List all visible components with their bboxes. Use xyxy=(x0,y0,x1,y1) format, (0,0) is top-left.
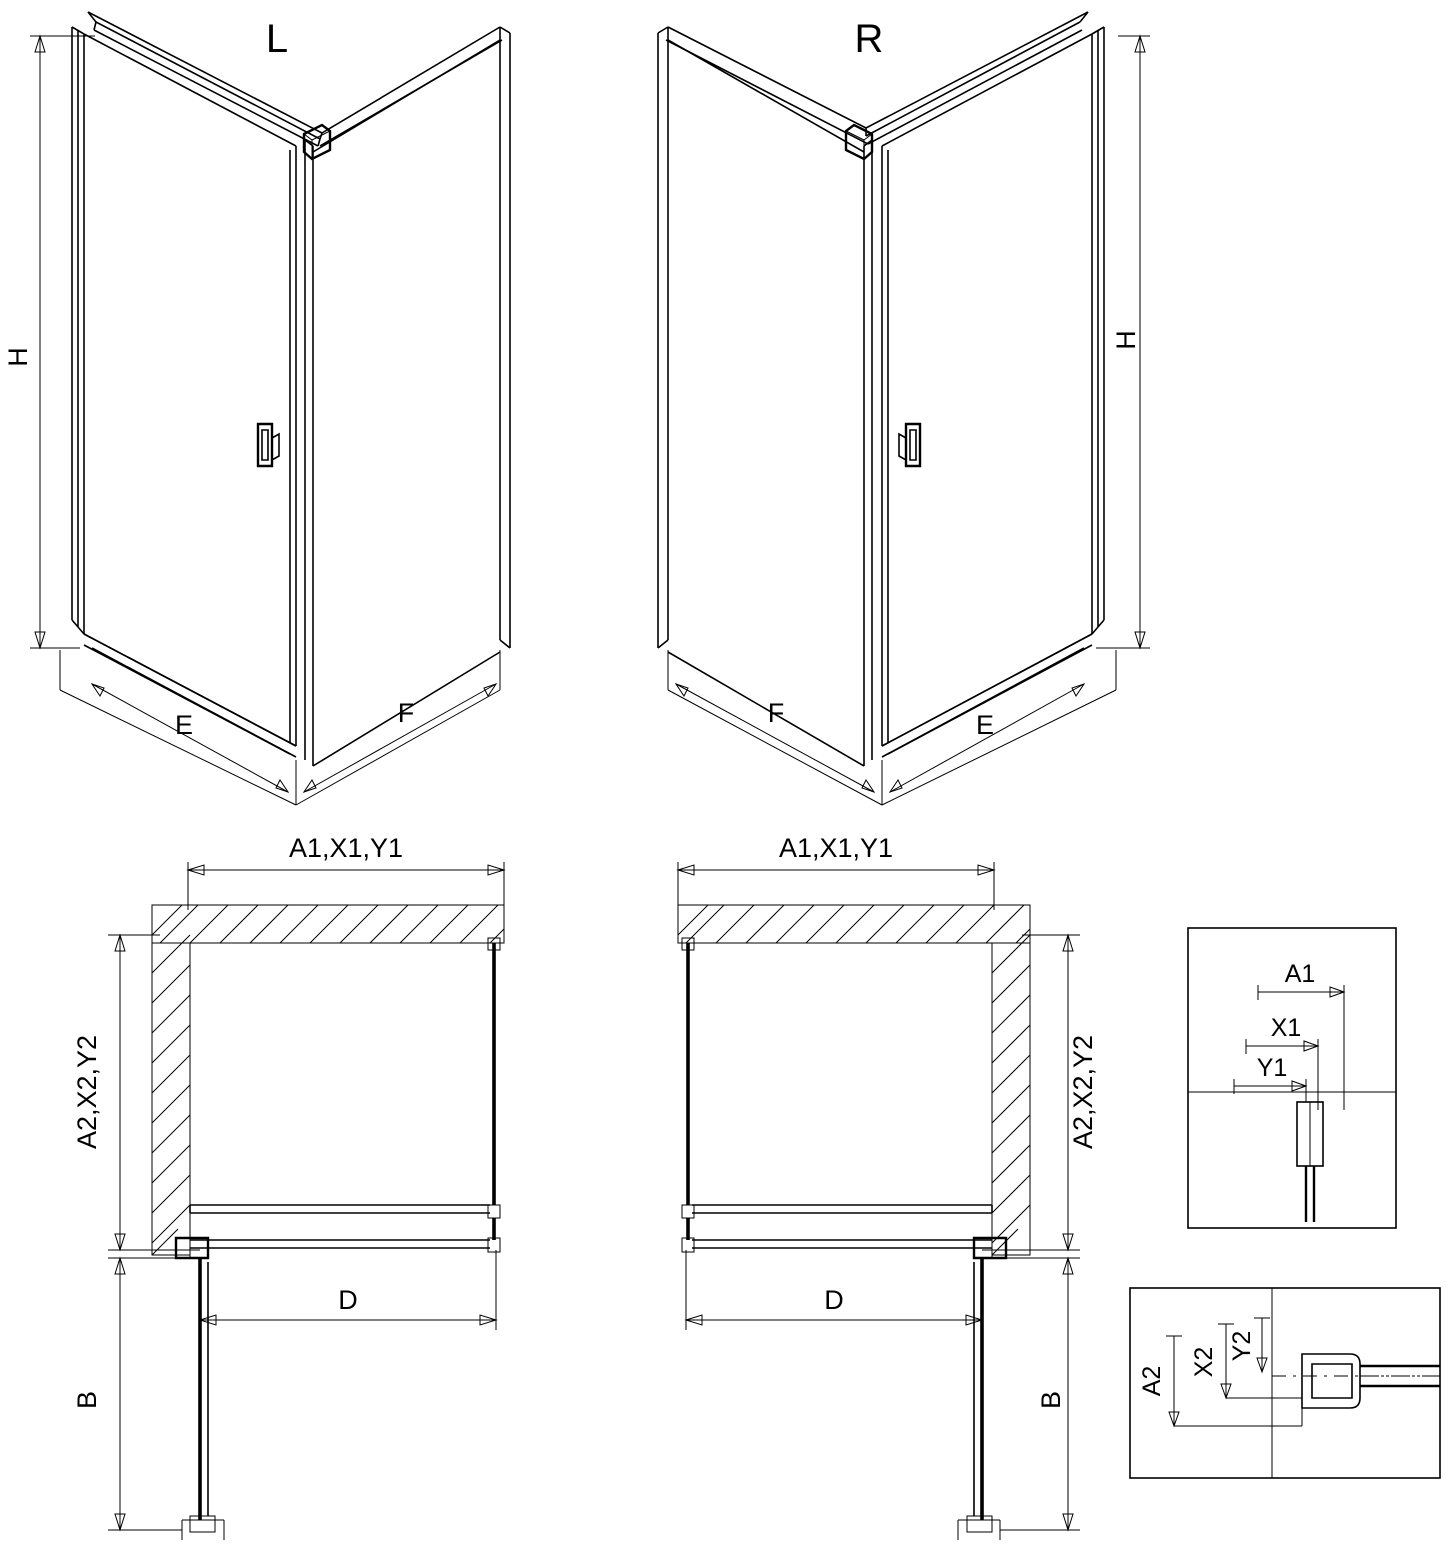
iso-right-label-f: F xyxy=(767,698,785,728)
iso-left-label-e: E xyxy=(174,710,194,740)
iso-left-height-label: H xyxy=(3,347,33,367)
iso-left-title: L xyxy=(265,17,289,61)
iso-right-label-e: E xyxy=(975,710,995,740)
plan-left-group xyxy=(72,833,504,1540)
detail-bottom-label-x2: X2 xyxy=(1190,1346,1218,1378)
detail-top-label-x1: X1 xyxy=(1270,1014,1302,1042)
plan-right-group xyxy=(678,833,1098,1540)
iso-right-title: R xyxy=(854,17,884,61)
plan-left-inner-dim-label: D xyxy=(338,1285,358,1315)
detail-bottom-label-y2: Y2 xyxy=(1228,1330,1256,1362)
plan-right-side-dim-label: A2,X2,Y2 xyxy=(1068,1034,1098,1150)
iso-right-height-label: H xyxy=(1111,330,1141,350)
plan-left-top-dim-label: A1,X1,Y1 xyxy=(288,833,404,863)
plan-right-inner-dim-label: D xyxy=(824,1285,844,1315)
detail-top-label-y1: Y1 xyxy=(1256,1054,1288,1082)
plan-left-side-dim-label: A2,X2,Y2 xyxy=(72,1034,102,1150)
plan-right-top-dim-label: A1,X1,Y1 xyxy=(778,833,894,863)
detail-bottom-label-a2: A2 xyxy=(1138,1365,1166,1397)
iso-left-label-f: F xyxy=(397,698,415,728)
detail-top-label-a1: A1 xyxy=(1284,960,1316,988)
iso-right-group xyxy=(658,12,1150,805)
detail-horizontal-group xyxy=(1130,1288,1440,1478)
iso-left-group xyxy=(3,12,510,805)
plan-left-door-dim-label: B xyxy=(72,1390,102,1410)
detail-vertical-group xyxy=(1188,928,1396,1228)
plan-right-door-dim-label: B xyxy=(1036,1390,1066,1410)
